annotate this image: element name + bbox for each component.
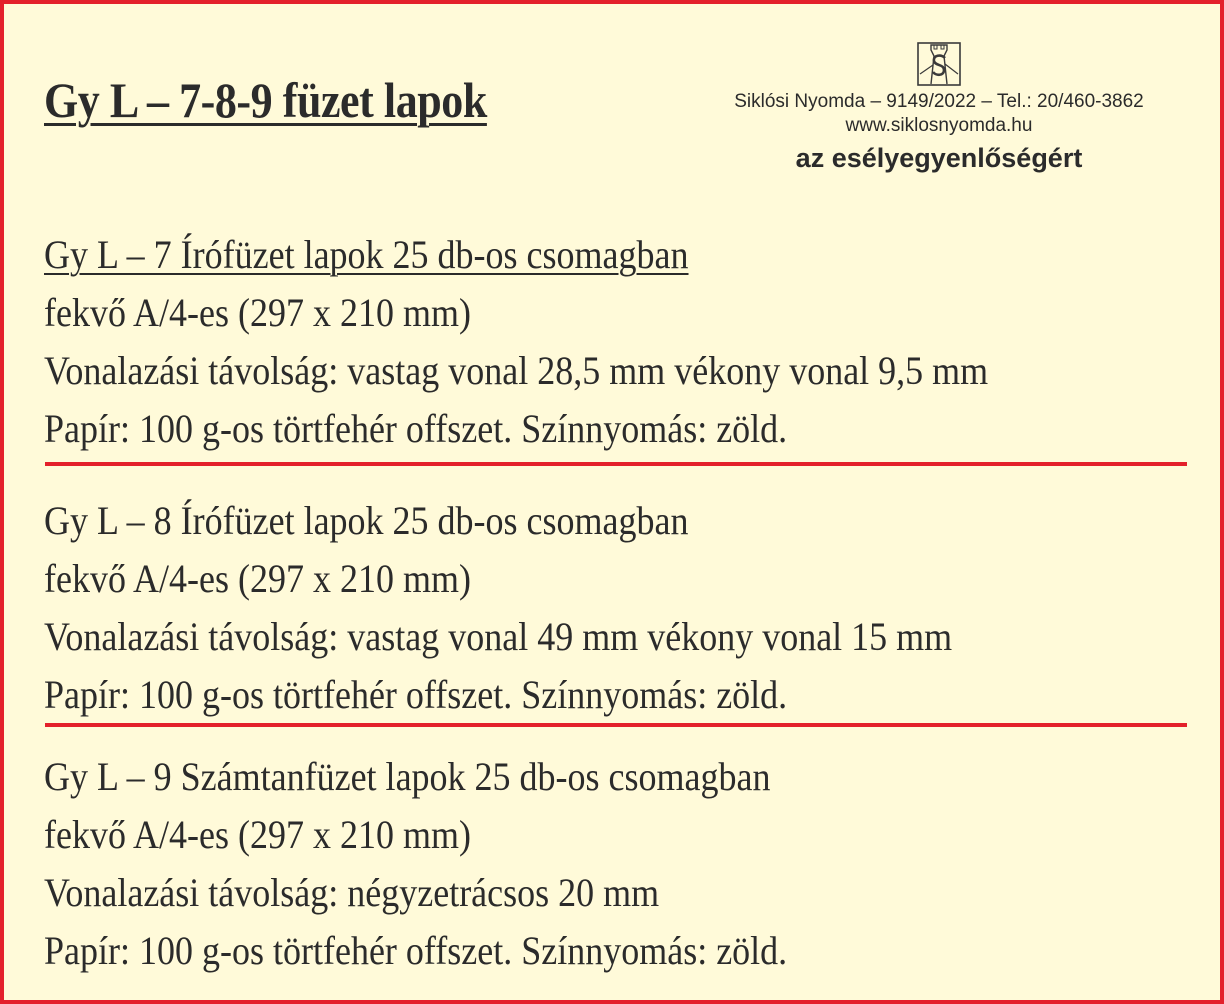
siklosi-nyomda-logo-icon: [917, 42, 961, 86]
page-title: Gy L – 7-8-9 füzet lapok: [44, 72, 487, 128]
product-heading: Gy L – 8 Írófüzet lapok 25 db-os csomagban: [44, 498, 689, 543]
section-divider: [45, 462, 1187, 466]
product-format: fekvő A/4-es (297 x 210 mm): [44, 290, 471, 335]
product-paper: Papír: 100 g-os törtfehér offszet. Színnyomás: zöld.: [44, 928, 788, 973]
product-format: fekvő A/4-es (297 x 210 mm): [44, 812, 471, 857]
product-section-gyl8: [44, 492, 1204, 724]
product-paper: Papír: 100 g-os törtfehér offszet. Színnyomás: zöld.: [44, 406, 788, 451]
product-section-gyl9: [44, 748, 1204, 980]
product-format: fekvő A/4-es (297 x 210 mm): [44, 556, 471, 601]
product-heading: Gy L – 9 Számtanfüzet lapok 25 db-os csomagban: [44, 754, 771, 799]
product-section-gyl7: [44, 226, 1204, 458]
publisher-contact: Siklósi Nyomda – 9149/2022 – Tel.: 20/460-3862: [734, 91, 1144, 112]
publisher-slogan: az esélyegyenlőségért: [795, 143, 1083, 173]
product-ruling: Vonalazási távolság: négyzetrácsos 20 mm: [44, 870, 660, 915]
product-heading: Gy L – 7 Írófüzet lapok 25 db-os csomagban: [44, 232, 689, 277]
product-ruling: Vonalazási távolság: vastag vonal 28,5 mm vékony vonal 9,5 mm: [44, 348, 989, 393]
publisher-website: www.siklosnyomda.hu: [845, 115, 1033, 136]
product-ruling: Vonalazási távolság: vastag vonal 49 mm vékony vonal 15 mm: [44, 614, 953, 659]
section-divider: [45, 723, 1187, 727]
publisher-block: [664, 42, 1214, 176]
product-paper: Papír: 100 g-os törtfehér offszet. Színnyomás: zöld.: [44, 672, 788, 717]
